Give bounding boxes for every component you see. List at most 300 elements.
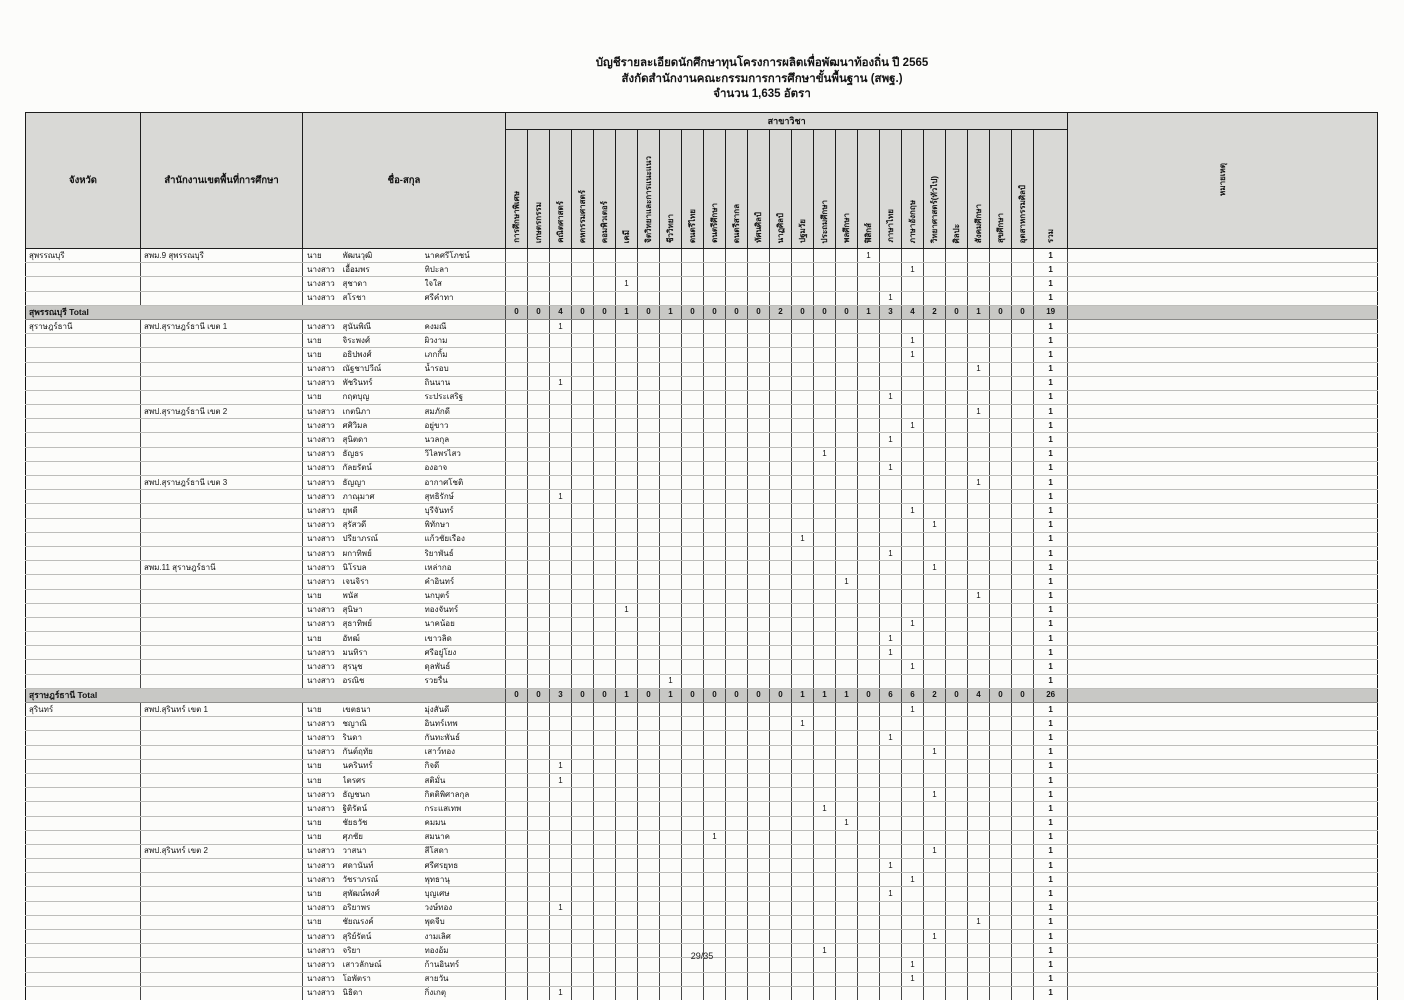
cell-province <box>26 518 141 532</box>
person-row <box>26 646 1378 660</box>
cell-row-total: 1 <box>1034 745 1068 759</box>
cell-first-name: พนัส <box>343 589 425 603</box>
cell-row-total: 1 <box>1034 362 1068 376</box>
cell-subject-count <box>704 561 726 575</box>
cell-total-count: 0 <box>792 305 814 319</box>
cell-subject-count <box>660 844 682 858</box>
cell-subject-count <box>792 844 814 858</box>
cell-subject-count <box>682 277 704 291</box>
cell-last-name: คมมน <box>425 816 506 830</box>
cell-subject-count <box>594 376 616 390</box>
cell-subject-count <box>924 476 946 490</box>
cell-subject-count <box>836 930 858 944</box>
cell-subject-count <box>704 717 726 731</box>
cell-subject-count <box>946 546 968 560</box>
cell-last-name: อยู่ขาว <box>425 419 506 433</box>
cell-subject-count <box>770 518 792 532</box>
cell-subject-count <box>616 915 638 929</box>
cell-remark <box>1068 376 1378 390</box>
cell-subject-count <box>858 575 880 589</box>
cell-subject-count <box>814 703 836 717</box>
cell-subject-count <box>748 362 770 376</box>
cell-subject-count <box>616 802 638 816</box>
cell-subject-count <box>550 674 572 688</box>
cell-subject-count <box>990 376 1012 390</box>
cell-subject-count <box>616 589 638 603</box>
cell-subject-count <box>660 816 682 830</box>
cell-office <box>141 575 303 589</box>
cell-remark <box>1068 433 1378 447</box>
cell-subject-count <box>726 589 748 603</box>
cell-subject-count <box>858 759 880 773</box>
cell-subject-count <box>726 873 748 887</box>
cell-remark <box>1068 717 1378 731</box>
cell-subject-count <box>902 731 924 745</box>
cell-subject-count: 1 <box>924 518 946 532</box>
cell-first-name: สุรัสวดี <box>343 518 425 532</box>
cell-subject-count <box>1012 532 1034 546</box>
cell-subject-count <box>594 447 616 461</box>
cell-subject-count <box>506 603 528 617</box>
cell-title-prefix: นางสาว <box>303 646 343 660</box>
cell-subject-count <box>572 830 594 844</box>
cell-subject-count <box>638 844 660 858</box>
cell-subject-count <box>506 504 528 518</box>
cell-subject-count <box>858 703 880 717</box>
person-row <box>26 447 1378 461</box>
cell-first-name: สุนิษา <box>343 603 425 617</box>
cell-subject-count <box>506 773 528 787</box>
cell-subject-count <box>572 788 594 802</box>
header-subject-label: ฟิสิกส์ <box>863 222 873 243</box>
cell-subject-count <box>594 603 616 617</box>
cell-remark <box>1068 632 1378 646</box>
cell-subject-count <box>770 447 792 461</box>
cell-subject-count <box>770 617 792 631</box>
cell-province <box>26 362 141 376</box>
cell-subject-count <box>550 617 572 631</box>
cell-subject-count <box>572 873 594 887</box>
cell-first-name: ภาณุมาศ <box>343 490 425 504</box>
cell-subject-count <box>726 745 748 759</box>
cell-subject-count <box>902 788 924 802</box>
header-subject-label: คหกรรมศาสตร์ <box>577 189 587 243</box>
cell-subject-count <box>572 816 594 830</box>
cell-subject-count <box>770 930 792 944</box>
cell-total-count: 0 <box>594 305 616 319</box>
cell-row-total: 1 <box>1034 390 1068 404</box>
cell-subject-count <box>506 830 528 844</box>
cell-subject-count <box>550 972 572 986</box>
cell-subject-count <box>1012 433 1034 447</box>
cell-subject-count <box>990 930 1012 944</box>
cell-first-name: สุธาทิพย์ <box>343 617 425 631</box>
cell-subject-count <box>946 263 968 277</box>
cell-subject-count <box>726 447 748 461</box>
cell-row-total: 1 <box>1034 901 1068 915</box>
header-subject <box>836 130 858 249</box>
cell-subject-count <box>748 759 770 773</box>
cell-subject-count <box>506 518 528 532</box>
cell-subject-count <box>682 532 704 546</box>
cell-subject-count <box>682 887 704 901</box>
cell-subject-count <box>902 546 924 560</box>
cell-subject-count <box>902 887 924 901</box>
cell-subject-count <box>968 447 990 461</box>
cell-subject-count <box>748 844 770 858</box>
cell-total-count: 0 <box>528 305 550 319</box>
cell-title-prefix: นางสาว <box>303 944 343 958</box>
cell-subject-count <box>748 334 770 348</box>
cell-first-name: มนทิรา <box>343 646 425 660</box>
cell-subject-count <box>990 901 1012 915</box>
cell-subject-count <box>594 745 616 759</box>
cell-province <box>26 646 141 660</box>
cell-subject-count <box>792 518 814 532</box>
cell-subject-count <box>814 546 836 560</box>
cell-subject-count <box>704 376 726 390</box>
header-subject-label: ดนตรีศึกษา <box>709 203 719 243</box>
cell-subject-count <box>902 802 924 816</box>
cell-subject-count <box>770 348 792 362</box>
cell-subject-count <box>792 915 814 929</box>
cell-subject-count <box>880 362 902 376</box>
header-subject <box>858 130 880 249</box>
header-subject-label: สุขศึกษา <box>995 212 1005 243</box>
cell-subject-count <box>1012 674 1034 688</box>
cell-subject-count <box>638 816 660 830</box>
cell-subject-count <box>660 731 682 745</box>
cell-subject-count <box>572 490 594 504</box>
cell-subject-count <box>814 319 836 333</box>
cell-subject-count: 1 <box>550 759 572 773</box>
cell-total-count: 0 <box>1012 305 1034 319</box>
header-province: จังหวัด <box>26 113 141 249</box>
cell-subject-count <box>506 376 528 390</box>
cell-subject-count <box>748 830 770 844</box>
cell-subject-count <box>616 561 638 575</box>
cell-subject-count <box>814 788 836 802</box>
cell-subject-count <box>990 433 1012 447</box>
cell-subject-count <box>638 972 660 986</box>
cell-subject-count <box>1012 277 1034 291</box>
person-row <box>26 603 1378 617</box>
cell-subject-count <box>660 419 682 433</box>
cell-subject-count <box>638 490 660 504</box>
cell-last-name: คำอินทร์ <box>425 575 506 589</box>
header-subject-label: ภาษาอังกฤษ <box>907 199 917 243</box>
cell-subject-count: 1 <box>792 717 814 731</box>
cell-subject-count <box>550 930 572 944</box>
cell-office <box>141 490 303 504</box>
header-subject-label: คอมพิวเตอร์ <box>599 200 609 243</box>
cell-subject-count <box>946 575 968 589</box>
cell-province <box>26 419 141 433</box>
cell-last-name: บุรีจันทร์ <box>425 504 506 518</box>
cell-subject-count <box>858 788 880 802</box>
cell-first-name: ธัญชนก <box>343 788 425 802</box>
cell-subject-count <box>594 930 616 944</box>
cell-subject-count <box>528 334 550 348</box>
cell-subject-count <box>836 561 858 575</box>
cell-row-total: 1 <box>1034 532 1068 546</box>
cell-subject-count <box>902 532 924 546</box>
cell-subject-count <box>836 376 858 390</box>
cell-last-name: ระประเสริฐ <box>425 390 506 404</box>
cell-subject-count <box>726 703 748 717</box>
cell-office <box>141 717 303 731</box>
cell-title-prefix: นางสาว <box>303 603 343 617</box>
cell-subject-count <box>946 405 968 419</box>
cell-subject-count <box>836 504 858 518</box>
cell-title-prefix: นางสาว <box>303 873 343 887</box>
cell-remark <box>1068 319 1378 333</box>
cell-subject-count <box>858 291 880 305</box>
cell-subject-count <box>968 674 990 688</box>
cell-subject-count <box>682 319 704 333</box>
cell-subject-count <box>506 291 528 305</box>
cell-subject-count <box>704 617 726 631</box>
cell-subject-count <box>528 901 550 915</box>
cell-subject-count <box>682 816 704 830</box>
cell-subject-count <box>660 802 682 816</box>
cell-last-name: พุทธานุ <box>425 873 506 887</box>
person-row <box>26 660 1378 674</box>
cell-remark <box>1068 518 1378 532</box>
cell-province <box>26 561 141 575</box>
cell-subject-count <box>704 518 726 532</box>
cell-last-name: พิทักษา <box>425 518 506 532</box>
cell-office <box>141 263 303 277</box>
cell-subject-count <box>1012 632 1034 646</box>
cell-subject-count <box>968 263 990 277</box>
cell-subject-count <box>704 731 726 745</box>
cell-subject-count <box>990 788 1012 802</box>
cell-subject-count <box>682 603 704 617</box>
cell-subject-count <box>682 348 704 362</box>
header-subject-label: ทัศนศิลป์ <box>753 212 763 243</box>
cell-subject-count <box>902 773 924 787</box>
cell-subject-count <box>748 915 770 929</box>
cell-subject-count <box>594 561 616 575</box>
cell-row-total: 1 <box>1034 674 1068 688</box>
cell-subject-count <box>594 717 616 731</box>
cell-subject-count <box>946 433 968 447</box>
cell-subject-count <box>990 546 1012 560</box>
cell-office <box>141 419 303 433</box>
cell-office <box>141 532 303 546</box>
cell-subject-count <box>506 362 528 376</box>
cell-subject-count <box>858 319 880 333</box>
cell-subject-count <box>506 277 528 291</box>
cell-subject-count <box>550 405 572 419</box>
cell-subject-count <box>638 788 660 802</box>
cell-subject-count <box>880 873 902 887</box>
cell-remark <box>1068 617 1378 631</box>
cell-row-total: 1 <box>1034 958 1068 972</box>
cell-first-name: ชัยณรงค์ <box>343 915 425 929</box>
cell-subject-count <box>638 873 660 887</box>
header-subject-label: อุตสาหกรรมศิลป์ <box>1017 184 1027 243</box>
header-subject-label: ภาษาไทย <box>885 209 895 243</box>
cell-subject-count <box>836 433 858 447</box>
cell-subject-count <box>902 930 924 944</box>
cell-subject-count <box>748 504 770 518</box>
cell-subject-count <box>770 816 792 830</box>
cell-subject-count <box>506 319 528 333</box>
cell-subject-count <box>858 277 880 291</box>
cell-subject-count <box>748 376 770 390</box>
cell-first-name: อริยาพร <box>343 901 425 915</box>
cell-subject-count <box>704 575 726 589</box>
cell-subject-count <box>572 986 594 1000</box>
cell-total-count: 0 <box>990 305 1012 319</box>
cell-subject-count <box>704 334 726 348</box>
cell-row-total: 1 <box>1034 830 1068 844</box>
cell-subject-count <box>858 589 880 603</box>
cell-subject-count <box>990 319 1012 333</box>
cell-row-total: 1 <box>1034 759 1068 773</box>
cell-subject-count <box>968 575 990 589</box>
cell-subject-count <box>924 461 946 475</box>
cell-total-count: 0 <box>572 305 594 319</box>
cell-subject-count <box>528 589 550 603</box>
cell-subject-count <box>748 859 770 873</box>
cell-subject-count <box>990 405 1012 419</box>
cell-subject-count <box>528 419 550 433</box>
cell-last-name: เสาว์ทอง <box>425 745 506 759</box>
cell-subject-count <box>814 901 836 915</box>
cell-row-total: 1 <box>1034 504 1068 518</box>
cell-subject-count <box>858 972 880 986</box>
cell-subject-count <box>638 291 660 305</box>
cell-subject-count <box>572 263 594 277</box>
cell-subject-count <box>990 603 1012 617</box>
cell-subject-count <box>638 901 660 915</box>
cell-office <box>141 830 303 844</box>
cell-subject-count <box>638 532 660 546</box>
cell-office <box>141 773 303 787</box>
cell-subject-count <box>572 433 594 447</box>
cell-subject-count: 1 <box>902 334 924 348</box>
cell-subject-count <box>660 390 682 404</box>
cell-subject-count <box>1012 873 1034 887</box>
cell-subject-count <box>638 277 660 291</box>
cell-remark <box>1068 901 1378 915</box>
cell-subject-count <box>572 249 594 263</box>
person-row <box>26 532 1378 546</box>
cell-subject-count <box>924 887 946 901</box>
cell-first-name: อธิปพงศ์ <box>343 348 425 362</box>
cell-subject-count <box>836 546 858 560</box>
cell-province: สุรินทร์ <box>26 703 141 717</box>
cell-subject-count <box>616 773 638 787</box>
cell-remark <box>1068 788 1378 802</box>
cell-subject-count <box>836 249 858 263</box>
cell-subject-count <box>572 376 594 390</box>
cell-subject-count: 1 <box>902 617 924 631</box>
cell-subject-count <box>726 490 748 504</box>
cell-subject-count <box>968 773 990 787</box>
cell-subject-count <box>682 291 704 305</box>
cell-subject-count <box>814 773 836 787</box>
cell-subject-count <box>594 348 616 362</box>
cell-subject-count: 1 <box>550 773 572 787</box>
cell-first-name: สุนันพิณี <box>343 319 425 333</box>
cell-subject-count <box>682 717 704 731</box>
cell-subject-count <box>770 263 792 277</box>
cell-row-total: 1 <box>1034 632 1068 646</box>
cell-subject-count <box>616 816 638 830</box>
cell-subject-count <box>726 518 748 532</box>
cell-subject-count <box>726 362 748 376</box>
cell-subject-count <box>726 617 748 631</box>
cell-subject-count <box>792 319 814 333</box>
cell-office <box>141 433 303 447</box>
cell-subject-count <box>1012 249 1034 263</box>
cell-first-name: เจนจิรา <box>343 575 425 589</box>
cell-subject-count <box>682 986 704 1000</box>
cell-subject-count <box>572 646 594 660</box>
cell-subject-count <box>638 887 660 901</box>
cell-subject-count <box>726 731 748 745</box>
cell-subject-count <box>770 546 792 560</box>
cell-subject-count <box>836 745 858 759</box>
cell-last-name: อินทร์เทพ <box>425 717 506 731</box>
cell-subject-count <box>946 859 968 873</box>
cell-subject-count <box>902 717 924 731</box>
cell-total-sum: 19 <box>1034 305 1068 319</box>
cell-subject-count <box>902 816 924 830</box>
cell-subject-count <box>572 674 594 688</box>
cell-subject-count <box>506 788 528 802</box>
cell-subject-count <box>924 504 946 518</box>
cell-subject-count <box>726 986 748 1000</box>
cell-subject-count <box>814 617 836 631</box>
cell-subject-count <box>550 844 572 858</box>
cell-subject-count <box>748 532 770 546</box>
cell-subject-count <box>660 461 682 475</box>
cell-subject-count <box>924 419 946 433</box>
cell-subject-count <box>550 334 572 348</box>
cell-subject-count <box>594 802 616 816</box>
cell-subject-count <box>594 632 616 646</box>
cell-province <box>26 745 141 759</box>
cell-subject-count <box>550 362 572 376</box>
cell-subject-count <box>880 788 902 802</box>
cell-last-name: งามเลิศ <box>425 930 506 944</box>
cell-subject-count <box>616 674 638 688</box>
cell-subject-count <box>1012 844 1034 858</box>
cell-subject-count <box>968 816 990 830</box>
cell-subject-count <box>924 249 946 263</box>
cell-subject-count <box>506 575 528 589</box>
cell-subject-count <box>594 986 616 1000</box>
cell-subject-count <box>616 348 638 362</box>
cell-first-name: นิธิดา <box>343 986 425 1000</box>
cell-subject-count <box>880 476 902 490</box>
cell-subject-count <box>924 901 946 915</box>
cell-subject-count <box>748 887 770 901</box>
cell-subject-count <box>946 376 968 390</box>
cell-subject-count <box>770 603 792 617</box>
cell-title-prefix: นางสาว <box>303 546 343 560</box>
cell-subject-count <box>814 986 836 1000</box>
cell-subject-count <box>1012 504 1034 518</box>
cell-subject-count <box>660 561 682 575</box>
cell-subject-count <box>858 873 880 887</box>
cell-subject-count <box>924 873 946 887</box>
